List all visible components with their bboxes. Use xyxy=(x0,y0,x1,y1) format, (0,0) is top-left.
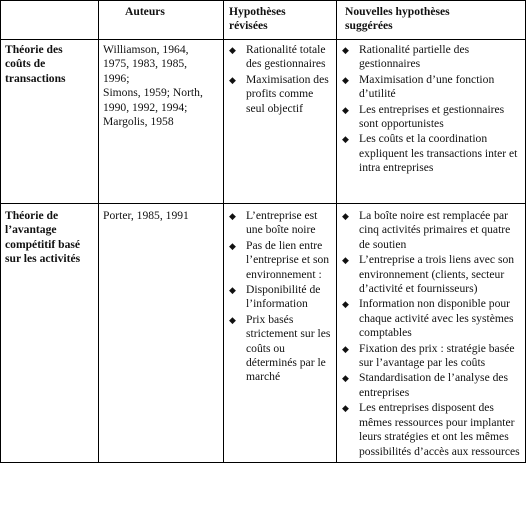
author-reference-line: 1990, 1992, 1994; xyxy=(103,100,188,114)
diamond-bullet-icon: ◆ xyxy=(342,104,349,115)
list-item xyxy=(337,103,523,132)
list-item xyxy=(337,43,523,72)
author-reference-line: Williamson, 1964, xyxy=(103,43,189,56)
diamond-bullet-icon: ◆ xyxy=(229,285,236,296)
list-item xyxy=(224,283,334,312)
list-item-text: L’entreprise est une boîte noire xyxy=(246,209,318,237)
diamond-bullet-icon: ◆ xyxy=(342,255,349,266)
list-item-text: La boîte noire est remplacée par cinq activités primaires et quatre de soutien xyxy=(359,209,511,251)
diamond-bullet-icon: ◆ xyxy=(342,403,349,414)
revised-hypotheses-competitive-advantage xyxy=(224,204,337,463)
table-row-competitive-advantage xyxy=(1,204,526,463)
new-hypotheses-competitive-advantage xyxy=(337,204,526,463)
table-row-transaction-costs xyxy=(1,40,526,204)
header-authors-label: Auteurs xyxy=(125,5,165,18)
list-item xyxy=(224,209,334,238)
list-item xyxy=(337,401,523,459)
revised-hypotheses-list xyxy=(224,209,334,385)
header-authors xyxy=(99,1,224,40)
list-item xyxy=(224,73,334,116)
list-item xyxy=(337,132,523,175)
diamond-bullet-icon: ◆ xyxy=(342,299,349,310)
list-item xyxy=(337,73,523,102)
new-hypotheses-transaction-costs xyxy=(337,40,526,204)
diamond-bullet-icon: ◆ xyxy=(342,74,349,85)
list-item-text: Rationalité totale des gestionnaires xyxy=(246,43,326,71)
list-item-text: Pas de lien entre l’entreprise et son environnement : xyxy=(246,238,330,281)
diamond-bullet-icon: ◆ xyxy=(229,240,236,251)
row-title-line: sur les activités xyxy=(5,252,81,266)
row-title-line: transactions xyxy=(5,71,66,85)
list-item xyxy=(224,43,334,72)
list-item-text: Maximisation d’une fonction d’utilité xyxy=(359,72,495,101)
list-item xyxy=(337,342,523,371)
revised-hypotheses-list xyxy=(224,43,334,116)
author-reference-line: Margolis, 1958 xyxy=(103,115,174,129)
row-title-line: coûts de xyxy=(5,57,46,71)
diamond-bullet-icon: ◆ xyxy=(229,211,236,221)
row-title-line: Théorie de xyxy=(5,209,59,222)
diamond-bullet-icon: ◆ xyxy=(342,211,349,221)
list-item xyxy=(337,297,523,340)
row-title-line: Théorie des xyxy=(5,43,63,56)
header-row xyxy=(1,1,526,40)
author-reference-line: 1996; xyxy=(103,71,130,85)
list-item-text: Standardisation de l’analyse des entreprises xyxy=(359,371,509,399)
header-new-line-2: suggérées xyxy=(345,19,393,33)
header-new-hypotheses xyxy=(337,1,526,40)
revised-hypotheses-transaction-costs xyxy=(224,40,337,204)
diamond-bullet-icon: ◆ xyxy=(342,134,349,145)
list-item-text: L’entreprise a trois liens avec son environnement (clients, secteur d’activité et fournisseurs) xyxy=(359,253,515,296)
author-reference-line: 1975, 1983, 1985, xyxy=(103,57,188,71)
header-blank-cell xyxy=(1,1,99,40)
header-revised-line-2: révisées xyxy=(229,19,268,33)
header-revised-hypotheses xyxy=(224,1,337,40)
diamond-bullet-icon: ◆ xyxy=(342,373,349,384)
list-item xyxy=(337,209,523,252)
row-title-transaction-costs xyxy=(1,40,99,204)
new-hypotheses-list xyxy=(337,209,523,459)
diamond-bullet-icon: ◆ xyxy=(229,45,236,55)
list-item-text: Fixation des prix : stratégie basée sur l’avantage par les coûts xyxy=(359,341,515,370)
diamond-bullet-icon: ◆ xyxy=(229,314,236,325)
list-item-text: Les coûts et la coordination expliquent les transactions inter et intra entreprises xyxy=(359,132,518,175)
row-title-line: compétitif basé xyxy=(5,237,81,251)
authors-competitive-advantage xyxy=(99,204,224,463)
list-item-text: Disponibilité de l’information xyxy=(246,283,321,311)
diamond-bullet-icon: ◆ xyxy=(342,343,349,354)
list-item xyxy=(224,239,334,282)
list-item-text: Maximisation des profits comme seul objectif xyxy=(246,72,329,115)
author-reference-line: Porter, 1985, 1991 xyxy=(103,209,189,222)
diamond-bullet-icon: ◆ xyxy=(229,74,236,85)
list-item-text: Rationalité partielle des gestionnaires xyxy=(359,43,470,71)
diamond-bullet-icon: ◆ xyxy=(342,45,349,55)
header-new-line-1: Nouvelles hypothèses xyxy=(345,5,450,18)
row-title-competitive-advantage xyxy=(1,204,99,463)
header-revised-line-1: Hypothèses xyxy=(229,5,286,18)
list-item xyxy=(337,253,523,296)
list-item xyxy=(337,371,523,400)
row-title-line: l’avantage xyxy=(5,223,57,237)
list-item xyxy=(224,313,334,385)
list-item-text: Les entreprises et gestionnaires sont opportunistes xyxy=(359,102,505,131)
new-hypotheses-list xyxy=(337,43,523,176)
list-item-text: Information non disponible pour chaque activité avec les systèmes comptables xyxy=(359,297,514,340)
table-body xyxy=(1,40,526,463)
authors-transaction-costs xyxy=(99,40,224,204)
list-item-text: Les entreprises disposent des mêmes ressources pour implanter leurs stratégies et ont les mêmes possibilités d’accès aux ressources xyxy=(359,401,520,458)
list-item-text: Prix basés strictement sur les coûts ou déterminés par le marché xyxy=(246,312,331,384)
author-reference-line: Simons, 1959; North, xyxy=(103,86,203,100)
